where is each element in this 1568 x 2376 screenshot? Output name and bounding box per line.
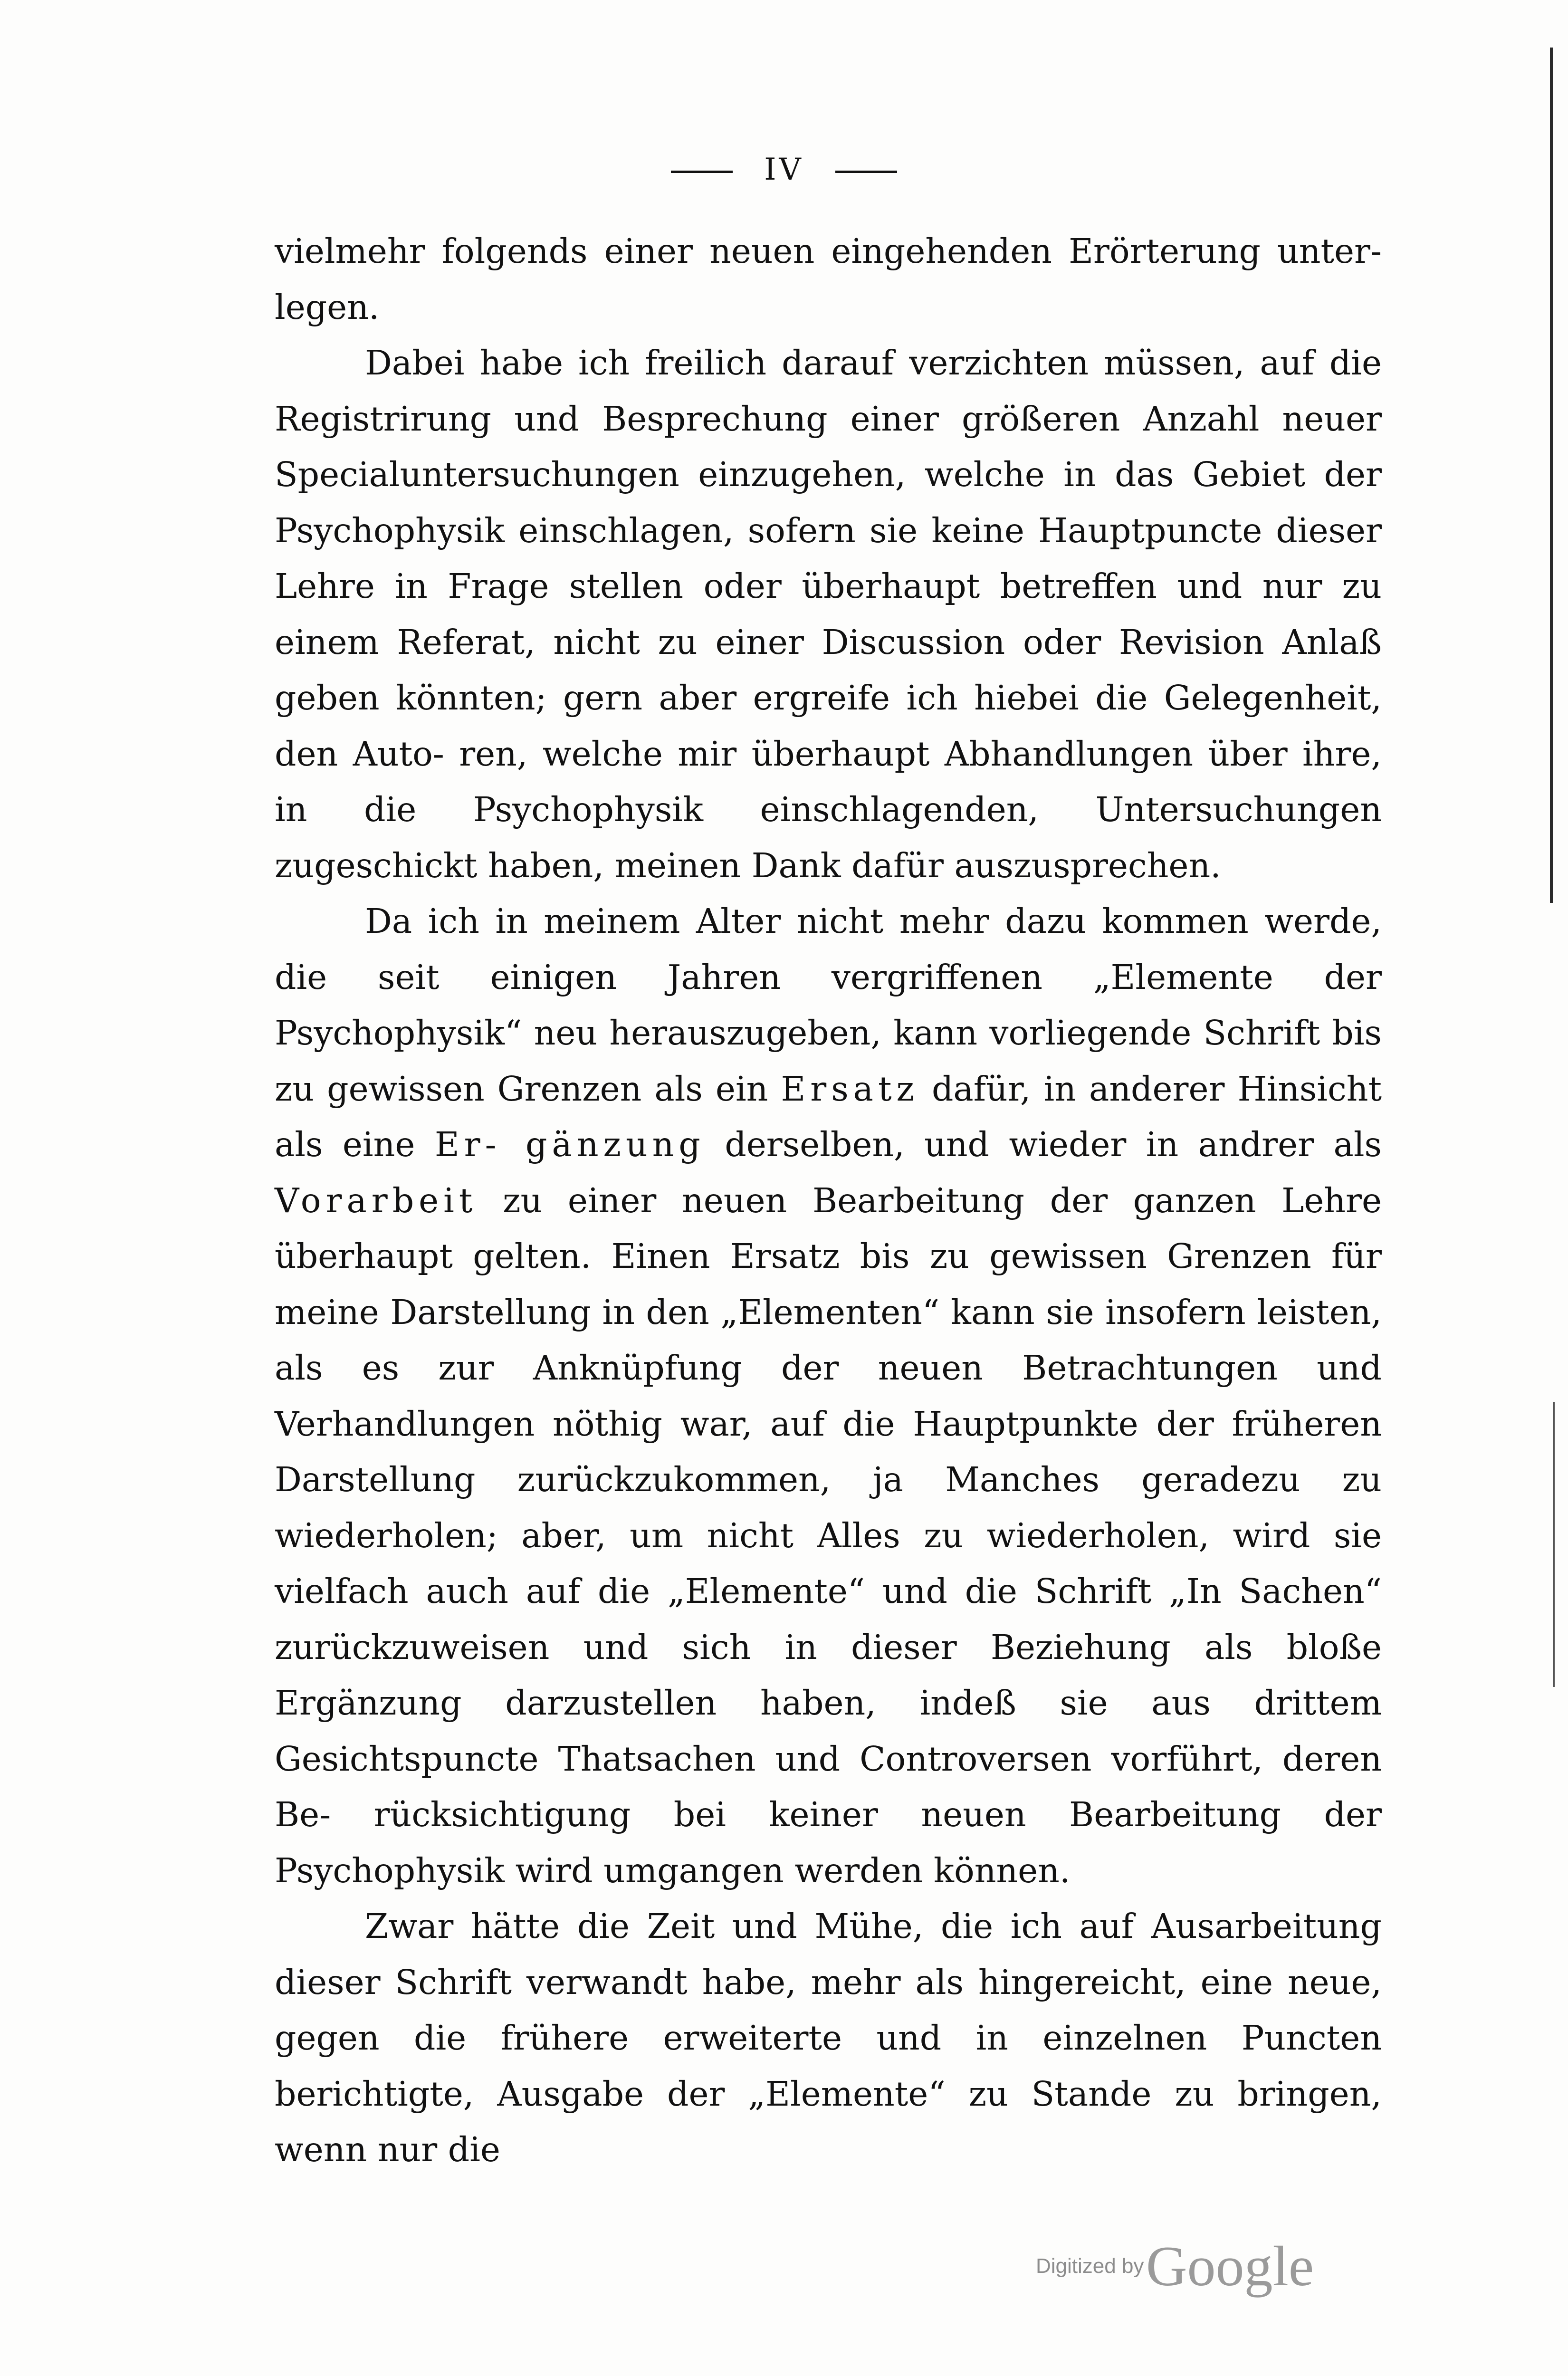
text-run: derselben, und wieder in andrer als (705, 1125, 1382, 1164)
digitized-watermark (1036, 2233, 1378, 2309)
emphasized-text: Er- gänzung (434, 1125, 705, 1164)
emphasized-text: Vorarbeit (275, 1180, 478, 1220)
text-run: zu einer neuen Bearbeitung der ganzen Lehre überhaupt gelten. Einen Ersatz bis zu gewissen Grenzen für meine Darstellung in den „Elementen“ kann sie insofern leisten, als es zur Anknüpfung der neuen Betrachtungen und Verhandlungen nöthig war, auf die Hauptpunkte der früheren Darstellung zurückzukommen, ja Manches geradezu zu wiederholen; aber, um nicht Alles zu wiederholen, wird sie vielfach auch auf die „Elemente“ und die Schrift „In Sachen“ zurückzuweisen und sich in dieser Beziehung als bloße Ergänzung darzustellen haben, indeß sie aus drittem Gesichtspuncte Thatsachen und Controversen vorführt, deren Be- rücksichtigung bei keiner neuen Bearbeitung der Psychophysik wird umgangen werden können. (275, 1180, 1382, 1890)
paragraph (275, 223, 1382, 335)
watermark-label: Digitized by (1036, 2254, 1144, 2278)
emphasized-text: Ersatz (781, 1069, 919, 1109)
text-run: Da ich in meinem Alter nicht mehr dazu kommen werde, die seit einigen Jahren vergriffenen „Elemente der Psychophysik“ neu herauszugeben, kann vorliegende Schrift bis zu gewissen Grenzen als ein (275, 901, 1382, 1109)
page-header (0, 152, 1568, 187)
text-run: Zwar hätte die Zeit und Mühe, die ich auf Ausarbeitung dieser Schrift verwandt habe, mehr als hingereicht, eine neue, gegen die frühere erweiterte und in einzelnen Puncten berichtigte, Ausgabe der „Elemente“ zu Stande zu bringen, wenn nur die (275, 1907, 1382, 2169)
text-run: vielmehr folgends einer neuen eingehenden Erörterung unter- (275, 231, 1382, 271)
google-logo: Google (1146, 2234, 1314, 2298)
paragraph (275, 1898, 1382, 2178)
text-run: Dabei habe ich freilich darauf verzichten müssen, auf die Registrirung und Besprechung einer größeren Anzahl neuer Specialuntersuchungen einzugehen, welche in das Gebiet der Psychophysik einschlagen, sofern sie keine Hauptpuncte dieser Lehre in Frage stellen oder überhaupt betreffen und nur zu einem Referat, nicht zu einer Discussion oder Revision Anlaß geben könnten; gern aber ergreife ich hiebei die Gelegenheit, den Auto- ren, welche mir überhaupt Abhandlungen über ihre, in die Psychophysik einschlagenden, Untersuchungen zugeschickt haben, meinen Dank dafür auszusprechen. (275, 343, 1382, 885)
page-number: IV (764, 152, 804, 187)
header-dash-left (671, 171, 733, 173)
paragraph (275, 893, 1382, 1898)
paragraph (275, 335, 1382, 893)
text-run: dafür, in anderer Hinsicht als eine (275, 1069, 1382, 1164)
text-run: legen. (275, 287, 380, 327)
header-dash-right (835, 171, 897, 173)
page-edge-line-lower (1553, 1402, 1555, 1687)
body-text (275, 223, 1382, 2178)
